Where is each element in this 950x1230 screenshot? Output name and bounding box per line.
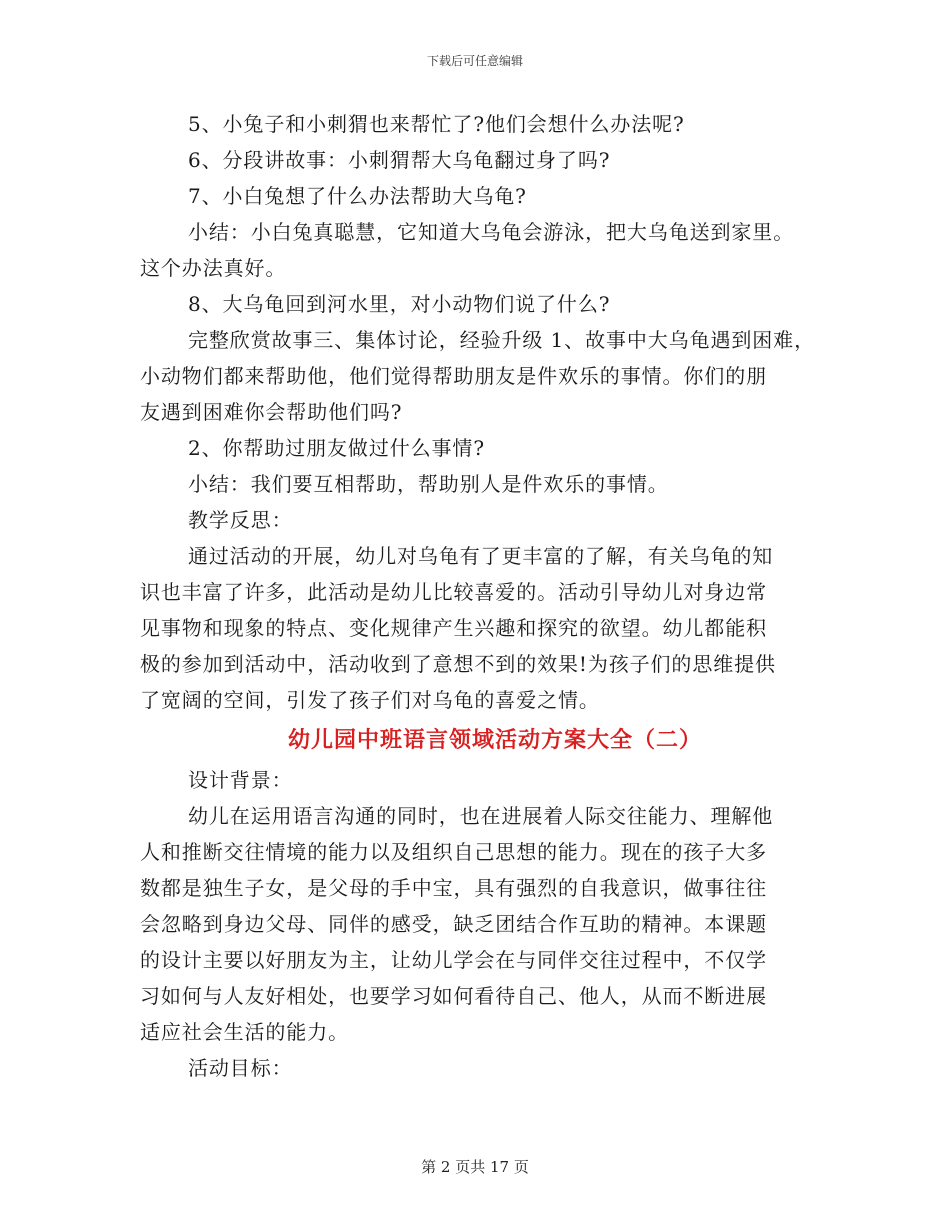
paragraph-line: 了宽阔的空间，引发了孩子们对乌龟的喜爱之情。 (140, 688, 600, 712)
paragraph-line: 友遇到困难你会帮助他们吗? (140, 400, 403, 424)
section-title: 幼儿园中班语言领域活动方案大全（二） (287, 727, 702, 753)
document-body (140, 106, 830, 1086)
paragraph-line: 识也丰富了许多，此活动是幼儿比较喜爱的。活动引导幼儿对身边常 (140, 580, 767, 604)
paragraph-line: 小结：小白兔真聪慧，它知道大乌龟会游泳，把大乌龟送到家里。 (188, 220, 795, 244)
paragraph-line: 的设计主要以好朋友为主，让幼儿学会在与同伴交往过程中，不仅学 (140, 948, 767, 972)
paragraph-line: 幼儿在运用语言沟通的同时，也在进展着人际交往能力、理解他 (188, 804, 774, 828)
paragraph-line: 适应社会生活的能力。 (140, 1020, 349, 1044)
page-header: 下载后可任意编辑 (426, 54, 523, 68)
paragraph-line: 设计背景： (188, 768, 293, 792)
paragraph-line: 8、大乌龟回到河水里，对小动物们说了什么? (188, 292, 611, 316)
paragraph-line: 人和推断交往情境的能力以及组织自己思想的能力。现在的孩子大多 (140, 840, 767, 864)
paragraph-line: 小动物们都来帮助他，他们觉得帮助朋友是件欢乐的事情。你们的朋 (140, 364, 767, 388)
paragraph-line: 见事物和现象的特点、变化规律产生兴趣和探究的欲望。幼儿都能积 (140, 616, 767, 640)
page-footer: 第 2 页共 17 页 (421, 1158, 529, 1176)
paragraph-line: 完整欣赏故事三、集体讨论，经验升级 1、故事中大乌龟遇到困难， (188, 328, 815, 352)
paragraph-line: 5、小兔子和小刺猬也来帮忙了?他们会想什么办法呢? (188, 112, 685, 136)
paragraph-line: 小结：我们要互相帮助，帮助别人是件欢乐的事情。 (188, 472, 669, 496)
paragraph-line: 2、你帮助过朋友做过什么事情? (188, 436, 485, 460)
paragraph-line: 通过活动的开展，幼儿对乌龟有了更丰富的了解，有关乌龟的知 (188, 544, 774, 568)
paragraph-line: 习如何与人友好相处，也要学习如何看待自己、他人，从而不断进展 (140, 984, 767, 1008)
paragraph-line: 活动目标： (188, 1056, 293, 1080)
paragraph-line: 7、小白兔想了什么办法帮助大乌龟? (188, 184, 527, 208)
paragraph-line: 会忽略到身边父母、同伴的感受，缺乏团结合作互助的精神。本课题 (140, 912, 767, 936)
paragraph-line: 这个办法真好。 (140, 256, 287, 280)
paragraph-line: 教学反思： (188, 508, 293, 532)
paragraph-line: 极的参加到活动中，活动收到了意想不到的效果!为孩子们的思维提供 (140, 652, 776, 676)
paragraph-line: 6、分段讲故事：小刺猬帮大乌龟翻过身了吗? (188, 148, 611, 172)
paragraph-line: 数都是独生子女，是父母的手中宝，具有强烈的自我意识，做事往往 (140, 876, 767, 900)
